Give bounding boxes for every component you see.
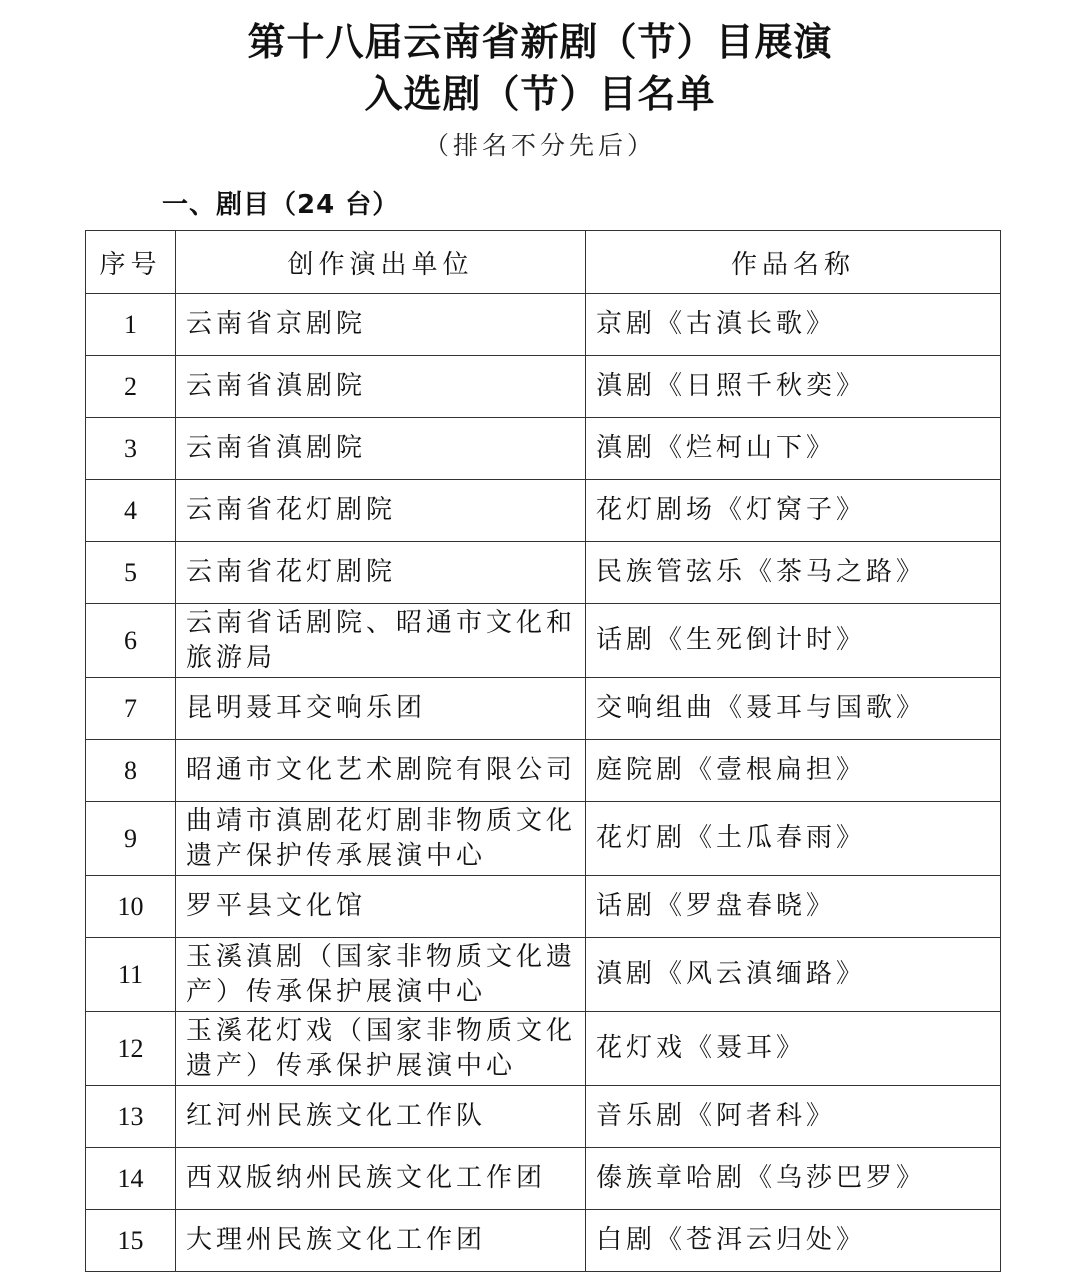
header-serial-number: 序号 — [86, 231, 176, 294]
row-work: 花灯剧场《灯窝子》 — [586, 480, 1001, 542]
row-unit: 云南省话剧院、昭通市文化和旅游局 — [176, 604, 586, 678]
row-unit: 罗平县文化馆 — [176, 876, 586, 938]
row-number: 3 — [86, 418, 176, 480]
document-title-line-2: 入选剧（节）目名单 — [364, 72, 716, 116]
row-unit: 云南省滇剧院 — [176, 418, 586, 480]
document-title-line-1: 第十八届云南省新剧（节）目展演 — [247, 20, 833, 64]
row-number: 14 — [86, 1148, 176, 1210]
table-row — [86, 480, 1001, 542]
table-row — [86, 678, 1001, 740]
row-unit: 云南省滇剧院 — [176, 356, 586, 418]
table-row — [86, 356, 1001, 418]
table-row — [86, 418, 1001, 480]
table-row — [86, 876, 1001, 938]
table-row — [86, 604, 1001, 678]
table-row — [86, 740, 1001, 802]
table-row — [86, 938, 1001, 1012]
row-unit: 云南省花灯剧院 — [176, 542, 586, 604]
table-row — [86, 1210, 1001, 1272]
row-number: 12 — [86, 1012, 176, 1086]
row-unit: 玉溪花灯戏（国家非物质文化遗产）传承保护展演中心 — [176, 1012, 586, 1086]
row-unit: 云南省京剧院 — [176, 294, 586, 356]
row-number: 2 — [86, 356, 176, 418]
program-list-table — [85, 230, 1001, 1272]
row-number: 8 — [86, 740, 176, 802]
row-unit: 大理州民族文化工作团 — [176, 1210, 586, 1272]
table-row — [86, 802, 1001, 876]
row-work: 话剧《生死倒计时》 — [586, 604, 1001, 678]
row-number: 7 — [86, 678, 176, 740]
row-unit: 曲靖市滇剧花灯剧非物质文化遗产保护传承展演中心 — [176, 802, 586, 876]
row-number: 1 — [86, 294, 176, 356]
table-row — [86, 294, 1001, 356]
row-work: 滇剧《日照千秋奕》 — [586, 356, 1001, 418]
header-performing-unit: 创作演出单位 — [176, 231, 586, 294]
row-number: 6 — [86, 604, 176, 678]
table-row — [86, 1086, 1001, 1148]
row-number: 13 — [86, 1086, 176, 1148]
row-unit: 西双版纳州民族文化工作团 — [176, 1148, 586, 1210]
table-row — [86, 1012, 1001, 1086]
row-number: 11 — [86, 938, 176, 1012]
row-work: 话剧《罗盘春晓》 — [586, 876, 1001, 938]
row-work: 白剧《苍洱云归处》 — [586, 1210, 1001, 1272]
row-work: 滇剧《风云滇缅路》 — [586, 938, 1001, 1012]
row-unit: 玉溪滇剧（国家非物质文化遗产）传承保护展演中心 — [176, 938, 586, 1012]
row-work: 京剧《古滇长歌》 — [586, 294, 1001, 356]
row-work: 傣族章哈剧《乌莎巴罗》 — [586, 1148, 1001, 1210]
row-number: 9 — [86, 802, 176, 876]
document-subtitle: （排名不分先后） — [423, 131, 656, 160]
table-row — [86, 1148, 1001, 1210]
row-unit: 云南省花灯剧院 — [176, 480, 586, 542]
table-row — [86, 542, 1001, 604]
row-number: 5 — [86, 542, 176, 604]
row-work: 庭院剧《壹根扁担》 — [586, 740, 1001, 802]
row-number: 15 — [86, 1210, 176, 1272]
row-number: 4 — [86, 480, 176, 542]
row-work: 交响组曲《聂耳与国歌》 — [586, 678, 1001, 740]
row-work: 音乐剧《阿者科》 — [586, 1086, 1001, 1148]
row-work: 花灯剧《土瓜春雨》 — [586, 802, 1001, 876]
row-unit: 昭通市文化艺术剧院有限公司 — [176, 740, 586, 802]
row-work: 民族管弦乐《茶马之路》 — [586, 542, 1001, 604]
row-work: 滇剧《烂柯山下》 — [586, 418, 1001, 480]
row-unit: 昆明聂耳交响乐团 — [176, 678, 586, 740]
row-work: 花灯戏《聂耳》 — [586, 1012, 1001, 1086]
section-heading: 一、剧目（24 台） — [162, 190, 400, 220]
header-work-title: 作品名称 — [586, 231, 1001, 294]
table-header-row — [86, 231, 1001, 294]
row-number: 10 — [86, 876, 176, 938]
row-unit: 红河州民族文化工作队 — [176, 1086, 586, 1148]
